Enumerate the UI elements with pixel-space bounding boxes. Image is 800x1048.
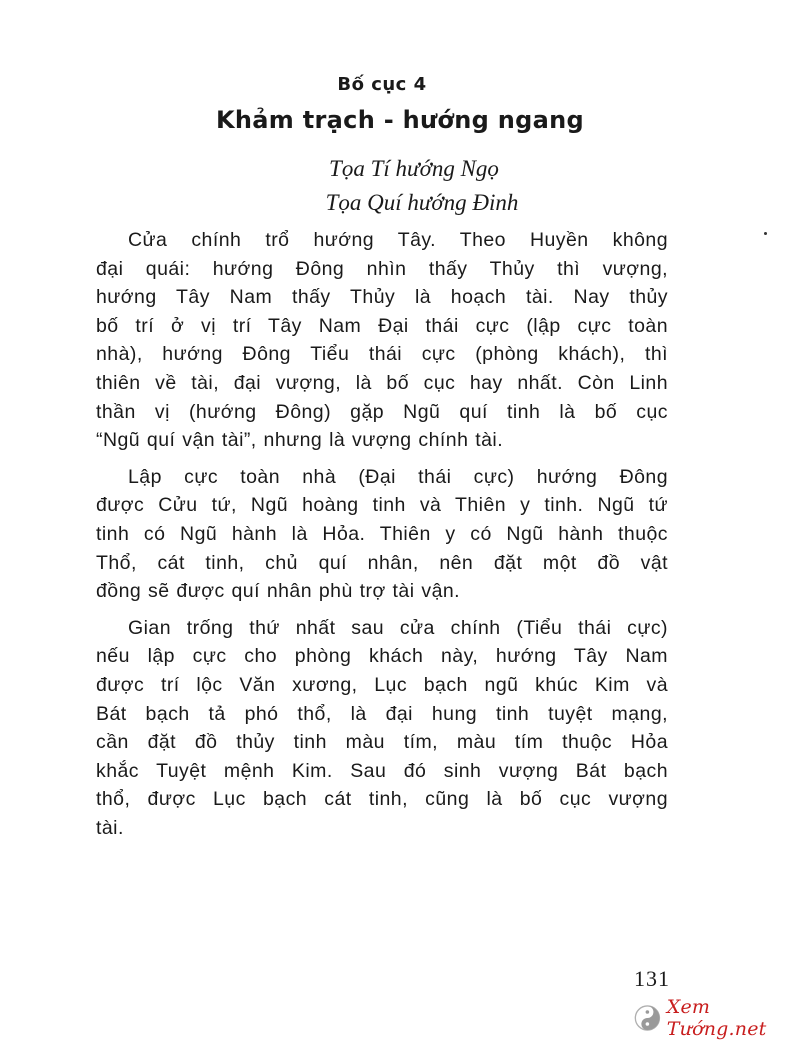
text-line: cần đặt đồ thủy tinh màu tím, màu tím thuộc Hỏa	[96, 731, 668, 754]
body-text	[96, 226, 668, 850]
paragraph-3	[96, 614, 668, 843]
chapter-title: Khảm trạch - hướng ngang	[216, 106, 584, 134]
page-number: 131	[634, 966, 670, 991]
text-line: Bát bạch tả phó thổ, là đại hung tinh tuyệt mạng,	[96, 702, 668, 725]
print-speck	[764, 232, 767, 235]
text-line: Thổ, cát tinh, chủ quí nhân, nên đặt một đồ vật	[96, 551, 668, 574]
text-line: Cửa chính trổ hướng Tây. Theo Huyền không	[128, 229, 668, 251]
text-line: bố trí ở vị trí Tây Nam Đại thái cực (lập cực toàn	[96, 314, 668, 337]
watermark-text: Xem Tướng.net	[666, 996, 767, 1040]
text-line: Lập cực toàn nhà (Đại thái cực) hướng Đông	[128, 465, 668, 488]
text-line: được Cửu tứ, Ngũ hoàng tinh và Thiên y tinh. Ngũ tứ	[96, 494, 668, 517]
text-line: được trí lộc Văn xương, Lục bạch ngũ khúc Kim và	[96, 673, 668, 696]
paragraph-2	[96, 463, 668, 606]
text-line: nếu lập cực cho phòng khách này, hướng Tây Nam	[96, 645, 668, 668]
subtitle-line-2: Tọa Quí hướng Đinh	[325, 190, 519, 215]
text-line: thiên về tài, đại vượng, là bố cục hay nhất. Còn Linh	[96, 371, 668, 394]
text-line: “Ngũ quí vận tài”, nhưng là vượng chính tài.	[96, 429, 504, 452]
text-line: hướng Tây Nam thấy Thủy là hoạch tài. Nay thủy	[96, 286, 668, 309]
text-line: đồng sẽ được quí nhân phù trợ tài vận.	[96, 580, 461, 603]
text-line: tinh có Ngũ hành là Hỏa. Thiên y có Ngũ hành thuộc	[96, 522, 668, 545]
text-line: đại quái: hướng Đông nhìn thấy Thủy thì vượng,	[96, 257, 668, 280]
text-line: tài.	[96, 816, 124, 839]
text-line: nhà), hướng Đông Tiểu thái cực (phòng khách), thì	[96, 343, 668, 366]
section-label: Bố cục 4	[337, 74, 427, 95]
text-line: khắc Tuyệt mệnh Kim. Sau đó sinh vượng Bát bạch	[96, 759, 668, 782]
text-line: thần vị (hướng Đông) gặp Ngũ quí tinh là bố cục	[96, 400, 668, 423]
yin-yang-icon	[634, 1003, 661, 1033]
text-line: thổ, được Lục bạch cát tinh, cũng là bố cục vượng	[96, 788, 668, 811]
site-watermark[interactable]	[634, 998, 800, 1038]
subtitle-line-1: Tọa Tí hướng Ngọ	[329, 156, 499, 181]
text-line: Gian trống thứ nhất sau cửa chính (Tiểu thái cực)	[128, 616, 668, 639]
paragraph-1	[96, 226, 668, 455]
